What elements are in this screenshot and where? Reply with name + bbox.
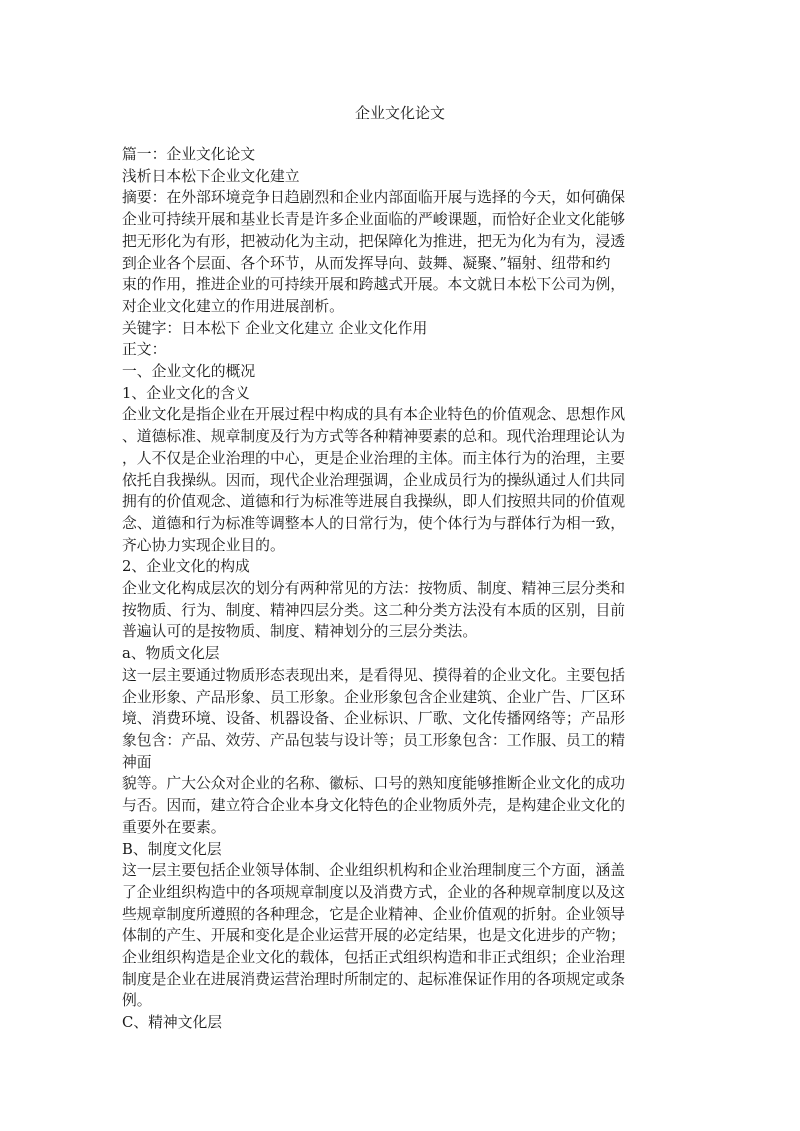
part-heading: 篇一：企业文化论文 xyxy=(122,146,256,163)
paragraph-material-layer-cont: 貌等。广大公众对企业的名称、徽标、口号的熟知度能够推断企业文化的成功 与否。因而，建立符合企业本身文化特色的企业物质外壳，是构建企业文化的 重要外在要素。 xyxy=(122,775,626,836)
paragraph-culture-definition: 企业文化是指企业在开展过程中构成的具有本企业特色的价值观念、思想作风 、道德标准、规章制度及行为方式等各种精神要素的总和。现代治理理论认为 ，人不仅是企业治理的中心，更是企业治理的主体。而主体行为的治理，主要 依托自我操纵。因而，现代企业治理强调，企业成员行为的操纵通过人们共同 拥有的价值观念、道德和行为标准等进展自我操纵，即人们按照共同的价值观 念、道德和行为标准等调整本人的日常行为，使个体行为与群体行为相一致， 齐心协力实现企业目的。 xyxy=(122,406,626,554)
section-heading-1: 一、企业文化的概况 xyxy=(122,363,256,381)
paragraph-material-layer: 这一层主要通过物质形态表现出来，是看得见、摸得着的企业文化。主要包括 企业形象、产品形象、员工形象。企业形象包含企业建筑、企业广告、厂区环 境、消费环境、设备、机器设备、企业标识、厂歌、文化传播网络等；产品形 象包含：产品、效劳、产品包装与设计等；员工形象包含：工作服、员工的精 神面 xyxy=(122,666,626,771)
abstract-paragraph: 摘要：在外部环境竞争日趋剧烈和企业内部面临开展与选择的今天，如何确保 企业可持续开展和基业长青是许多企业面临的严峻课题，而恰好企业文化能够 把无形化为有形，把被动化为主动，把保障化为推进，把无为化为有为，浸透 到企业各个层面、各个环节，从而发挥导向、鼓舞、凝聚、”辐射、纽带和约 束的作用，推进企业的可持续开展和跨越式开展。本文就日本松下公司为例， 对企业文化建立的作用进展剖析。 xyxy=(122,189,626,315)
subsection-heading-2: 2、企业文化的构成 xyxy=(122,558,250,576)
subsection-heading-1: 1、企业文化的含义 xyxy=(122,384,250,402)
document-title: 企业文化论文 xyxy=(354,104,445,122)
paragraph-institution-layer: 这一层主要包括企业领导体制、企业组织机构和企业治理制度三个方面，涵盖 了企业组织构造中的各项规章制度以及消费方式，企业的各种规章制度以及这 些规章制度所遵照的各种理念，它是企业精神、企业价值观的折射。企业领导 体制的产生、开展和变化是企业运营开展的必定结果，也是文化进步的产物； 企业组织构造是企业文化的载体，包括正式组织构造和非正式组织；企业治理 制度是企业在进展消费运营治理时所制定的、起标准保证作用的各项规定或条 例。 xyxy=(122,862,626,1010)
subsection-heading-b: B、制度文化层 xyxy=(122,840,222,858)
article-subtitle: 浅析日本松下企业文化建立 xyxy=(122,167,300,185)
paragraph-culture-structure: 企业文化构成层次的划分有两种常见的方法：按物质、制度、精神三层分类和 按物质、行为、制度、精神四层分类。这二种分类方法没有本质的区别，目前 普遍认可的是按物质、制度、精神划分的三层分类法。 xyxy=(122,580,626,641)
document-body xyxy=(122,144,674,1034)
subsection-heading-a: a、物质文化层 xyxy=(122,645,220,663)
keywords-line: 关键字：日本松下 企业文化建立 企业文化作用 xyxy=(122,319,428,337)
subsection-heading-c: C、精神文化层 xyxy=(122,1014,223,1032)
body-label: 正文： xyxy=(122,341,167,359)
